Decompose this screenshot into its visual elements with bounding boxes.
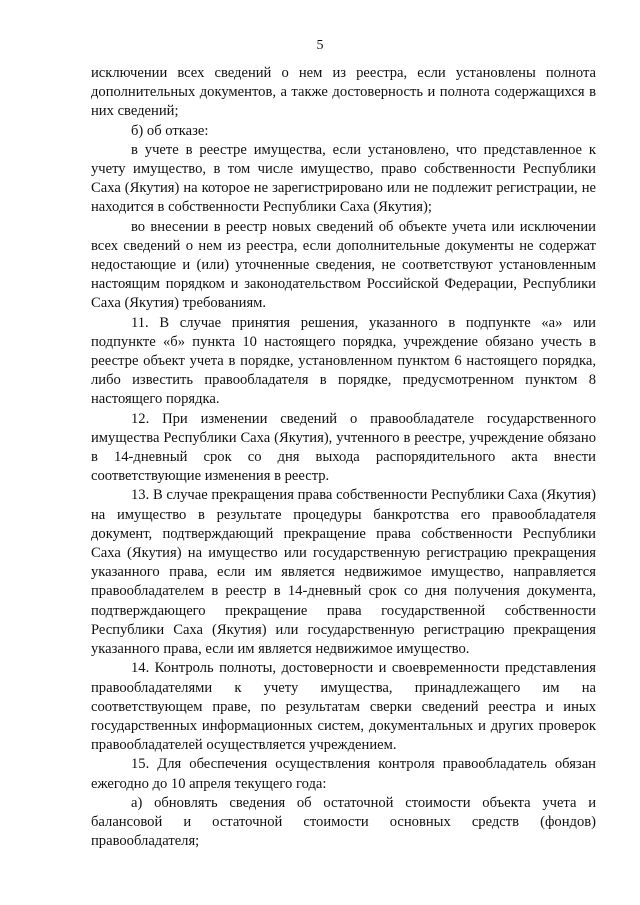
paragraph-item-15a: а) обновлять сведения об остаточной стоимости объекта учета и балансовой и остаточной стоимости основных средств (фондов) правообладателя; — [91, 794, 596, 850]
page-number: 5 — [316, 38, 324, 53]
paragraph-refusal-registration: в учете в реестре имущества, если установлено, что представленное к учету имущество, в том числе имущество, право собственности Республики Саха (Якутия) на которое не зарегистрировано или не подлежит регистрации, не находится в собственности Республики Саха (Якутия); — [91, 141, 596, 216]
paragraph-item-15: 15. Для обеспечения осуществления контроля правообладатель обязан ежегодно до 10 апреля текущего года: — [91, 756, 596, 792]
paragraph-refusal-heading: б) об отказе: — [131, 122, 209, 139]
paragraph-item-11: 11. В случае принятия решения, указанного в подпункте «а» или подпункте «б» пункта 10 настоящего порядка, учреждение обязано учесть в реестре объект учета в порядке, установленном пунктом 6 настоящего порядка, либо известить правообладателя в порядке, предусмотренном пунктом 8 настоящего порядка. — [91, 314, 596, 408]
paragraph-item-13: 13. В случае прекращения права собственности Республики Саха (Якутия) на имущество в результате процедуры банкротства его правообладателя документ, подтверждающий прекращение права собственности Республики Саха (Якутия) на имущество или государственную регистрацию прекращения указанного права, если им является недвижимое имущество, направляется правообладателем в реестр в 14-дневный срок со дня получения документа, подтверждающего прекращение права государственной собственности Республики Саха (Якутия) или государственную регистрацию прекращения указанного права, если им является недвижимое имущество. — [91, 487, 596, 658]
document-body — [91, 64, 596, 851]
paragraph-item-12: 12. При изменении сведений о правообладателе государственного имущества Республики Саха (Якутия), учтенного в реестре, учреждение обязано в 14-дневный срок со дня выхода распорядительного акта внести соответствующие изменения в реестр. — [91, 410, 596, 485]
paragraph-item-14: 14. Контроль полноты, достоверности и своевременности представления правообладателями к учету имущества, принадлежащего им на соответствующем праве, по результатам сверки сведений реестра и иных государственных информационных систем, документальных и других проверок правообладателей осуществляется учреждением. — [91, 660, 596, 754]
paragraph-continuation: исключении всех сведений о нем из реестра, если установлены полнота дополнительных документов, а также достоверность и полнота содержащихся в них сведений; — [91, 65, 596, 120]
paragraph-refusal-new-info: во внесении в реестр новых сведений об объекте учета или исключении всех сведений о нем из реестра, если дополнительные документы не содержат недостающие и (или) уточненные сведения, не соответствуют установленным настоящим порядком и законодательством Российской Федерации, Республики Саха (Якутия) требованиям. — [91, 218, 596, 312]
